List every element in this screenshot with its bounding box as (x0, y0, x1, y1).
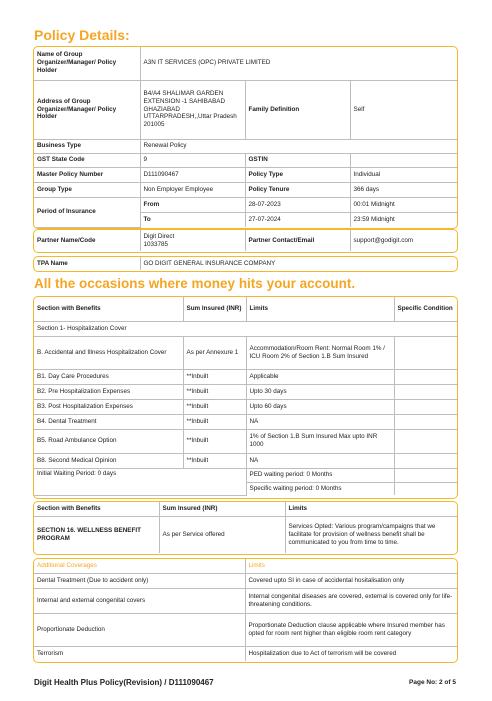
benefit-sum: **Inbuilt (183, 369, 246, 384)
benefit-condition (394, 369, 457, 384)
group-name-label: Name of Group Organizer/Manager/ Policy Holder (34, 47, 140, 80)
address-value: B4/A4 SHALIMAR GARDEN EXTENSION -1 SAHIBABAD GHAZIABAD UTTARPRADESH,,Uttar Pradesh 201005 (140, 80, 245, 139)
business-type-label: Business Type (34, 139, 140, 153)
benefit-limits: Upto 30 days (246, 384, 394, 399)
partner-contact-label: Partner Contact/Email (245, 230, 350, 251)
master-policy-label: Master Policy Number (34, 167, 140, 182)
policy-type-label: Policy Type (245, 167, 350, 182)
benefit-condition (394, 399, 457, 414)
benefit-limits: NA (246, 414, 394, 429)
specific-waiting-period: Specific waiting period: 0 Months (246, 482, 394, 495)
table-row (34, 453, 457, 468)
benefit-section: B. Accidental and Illness Hospitalization Cover (34, 336, 183, 369)
table-row (34, 574, 457, 589)
benefit-limits: 1% of Section 1.B Sum Insured Max upto INR 1000 (246, 429, 394, 453)
coverage-limit: Proportionate Deduction clause applicable where Insured member has opted for room rent higher than eligible room rent category (245, 613, 457, 646)
policy-tenure-label: Policy Tenure (245, 182, 350, 197)
benefits-header-condition: Specific Condition (394, 297, 457, 321)
from-label: From (140, 197, 245, 212)
policy-details-title: Policy Details: (34, 27, 130, 43)
wellness-limits: Services Opted: Various program/campaigns that we facilitate for provision of wellness benefit shall be communicated to you from time to time. (285, 516, 457, 553)
section-1-row: Section 1- Hospitalization Cover (34, 321, 457, 336)
wellness-header-limits: Limits (285, 502, 457, 516)
table-row (34, 399, 457, 414)
group-name-value: A3N IT SERVICES (OPC) PRIVATE LIMITED (140, 47, 457, 80)
table-row (34, 589, 457, 613)
partner-box (33, 229, 458, 253)
wellness-header-section: Section with Benefits (34, 502, 159, 516)
table-row (34, 414, 457, 429)
partner-name: Digit Direct (143, 232, 175, 240)
coverage-name: Terrorism (34, 646, 245, 661)
benefit-sum: As per Annexure 1 (183, 336, 246, 369)
wellness-sum: As per Service offered (159, 516, 285, 553)
benefit-condition (394, 414, 457, 429)
benefit-section: B3. Post Hospitalization Expenses (34, 399, 183, 414)
to-label: To (140, 212, 245, 227)
group-type-label: Group Type (34, 182, 140, 197)
partner-contact-value[interactable]: support@godigit.com (350, 230, 457, 251)
benefit-condition (394, 336, 457, 369)
benefit-sum: **Inbuilt (183, 384, 246, 399)
policy-details-box (33, 46, 458, 229)
benefit-limits: Applicable (246, 369, 394, 384)
additional-coverages-box (33, 558, 458, 663)
benefit-section: B8. Second Medical Opinion (34, 453, 183, 468)
wellness-section: SECTION 16. WELLNESS BENEFIT PROGRAM (34, 516, 159, 553)
tpa-label: TPA Name (34, 257, 140, 270)
benefit-limits: Accommodation/Room Rent: Normal Room 1% / ICU Room 2% of Section 1.B Sum Insured (246, 336, 394, 369)
table-row (34, 369, 457, 384)
family-definition-value: Self (350, 80, 457, 139)
benefit-condition (394, 453, 457, 468)
gst-state-value: 9 (140, 153, 245, 167)
address-label: Address of Group Organizer/Manager/ Policy Holder (34, 80, 140, 139)
partner-name-value (140, 230, 245, 251)
benefits-header-section: Section with Benefits (34, 297, 183, 321)
table-row (34, 429, 457, 453)
tpa-box (33, 256, 458, 272)
benefit-sum: **Inbuilt (183, 399, 246, 414)
footer-page-number: Page No: 2 of 5 (409, 679, 456, 686)
benefit-sum: **Inbuilt (183, 429, 246, 453)
benefit-section: B5. Road Ambulance Option (34, 429, 183, 453)
coverage-name: Internal and external congenital covers (34, 589, 245, 613)
benefit-section: B1. Day Care Procedures (34, 369, 183, 384)
table-row (34, 646, 457, 661)
policy-tenure-value: 366 days (350, 182, 457, 197)
specific-condition (394, 482, 457, 495)
period-label: Period of Insurance (34, 197, 140, 227)
policy-type-value: Individual (350, 167, 457, 182)
group-type-value: Non Employer Employee (140, 182, 245, 197)
wellness-header-sum: Sum Insured (INR) (159, 502, 285, 516)
benefit-sum: **Inbuilt (183, 453, 246, 468)
benefit-condition (394, 384, 457, 399)
table-row (34, 613, 457, 646)
additional-header-limits: Limits (245, 559, 457, 574)
benefits-header-sum: Sum Insured (INR) (183, 297, 246, 321)
master-policy-value: D111090467 (140, 167, 245, 182)
benefit-sum: **Inbuilt (183, 414, 246, 429)
ped-waiting-period: PED waiting period: 0 Months (246, 468, 394, 482)
benefit-limits: Upto 60 days (246, 399, 394, 414)
business-type-value: Renewal Policy (140, 139, 457, 153)
table-row (34, 384, 457, 399)
wellness-box (33, 501, 458, 555)
ped-condition (394, 468, 457, 482)
benefit-condition (394, 429, 457, 453)
to-date: 27-07-2024 (245, 212, 350, 227)
coverage-name: Proportionate Deduction (34, 613, 245, 646)
to-time: 23:59 Midnight (350, 212, 457, 227)
coverage-limit: Internal congenital diseases are covered, external is covered only for life-threatening conditions. (245, 589, 457, 613)
partner-name-label: Partner Name/Code (34, 230, 140, 251)
coverage-name: Dental Treatment (Due to accident only) (34, 574, 245, 589)
occasions-title: All the occasions where money hits your account. (34, 276, 356, 291)
coverage-limit: Hospitalization due to Act of terrorism will be covered (245, 646, 457, 661)
benefit-section: B4. Dental Treatment (34, 414, 183, 429)
gstin-label: GSTIN (245, 153, 350, 167)
from-date: 28-07-2023 (245, 197, 350, 212)
gstin-value (350, 153, 457, 167)
coverage-limit: Covered upto SI in case of accidental hositalisation only (245, 574, 457, 589)
gst-state-label: GST State Code (34, 153, 140, 167)
tpa-value: GO DIGIT GENERAL INSURANCE COMPANY (140, 257, 457, 270)
family-definition-label: Family Definition (245, 80, 350, 139)
benefits-header-limits: Limits (246, 297, 394, 321)
from-time: 00:01 Midnight (350, 197, 457, 212)
initial-waiting-period: Initial Waiting Period: 0 days (34, 468, 246, 495)
benefit-section: B2. Pre Hospitalization Expenses (34, 384, 183, 399)
partner-code: 1033785 (143, 240, 169, 248)
additional-header-coverages: Additional Coverages (34, 559, 245, 574)
benefits-box (33, 296, 458, 499)
table-row (34, 336, 457, 369)
benefit-limits: NA (246, 453, 394, 468)
footer-policy-name: Digit Health Plus Policy(Revision) / D111090467 (34, 678, 214, 687)
